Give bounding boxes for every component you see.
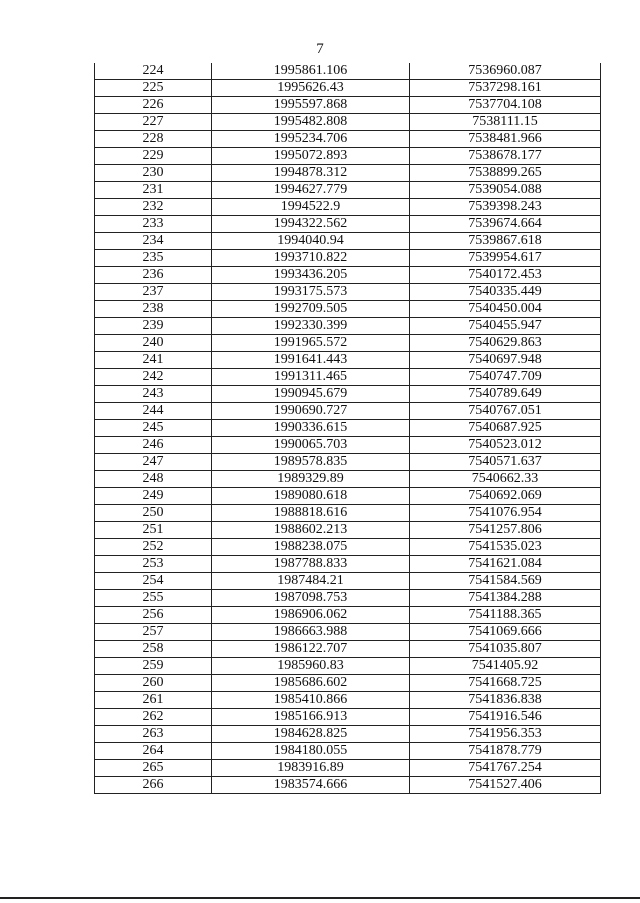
y-coordinate-cell: 7539398.243 xyxy=(410,199,601,216)
y-coordinate-cell: 7539054.088 xyxy=(410,182,601,199)
y-coordinate-cell: 7540687.925 xyxy=(410,420,601,437)
point-number-cell: 248 xyxy=(95,471,212,488)
table-row xyxy=(95,624,601,641)
y-coordinate-cell: 7540172.453 xyxy=(410,267,601,284)
table-row xyxy=(95,743,601,760)
y-coordinate-cell: 7541956.353 xyxy=(410,726,601,743)
x-coordinate-cell: 1989329.89 xyxy=(212,471,410,488)
y-coordinate-cell: 7540629.863 xyxy=(410,335,601,352)
x-coordinate-cell: 1987484.21 xyxy=(212,573,410,590)
table-row xyxy=(95,675,601,692)
point-number-cell: 237 xyxy=(95,284,212,301)
y-coordinate-cell: 7541621.084 xyxy=(410,556,601,573)
y-coordinate-cell: 7538899.265 xyxy=(410,165,601,182)
table-row xyxy=(95,199,601,216)
y-coordinate-cell: 7540662.33 xyxy=(410,471,601,488)
table-row xyxy=(95,777,601,794)
point-number-cell: 250 xyxy=(95,505,212,522)
x-coordinate-cell: 1990690.727 xyxy=(212,403,410,420)
x-coordinate-cell: 1987098.753 xyxy=(212,590,410,607)
x-coordinate-cell: 1991311.465 xyxy=(212,369,410,386)
x-coordinate-cell: 1988818.616 xyxy=(212,505,410,522)
point-number-cell: 243 xyxy=(95,386,212,403)
point-number-cell: 246 xyxy=(95,437,212,454)
y-coordinate-cell: 7540767.051 xyxy=(410,403,601,420)
point-number-cell: 256 xyxy=(95,607,212,624)
x-coordinate-cell: 1985410.866 xyxy=(212,692,410,709)
table-row xyxy=(95,539,601,556)
x-coordinate-cell: 1986906.062 xyxy=(212,607,410,624)
point-number-cell: 242 xyxy=(95,369,212,386)
x-coordinate-cell: 1984628.825 xyxy=(212,726,410,743)
point-number-cell: 264 xyxy=(95,743,212,760)
point-number-cell: 234 xyxy=(95,233,212,250)
table-row xyxy=(95,318,601,335)
point-number-cell: 224 xyxy=(95,63,212,80)
x-coordinate-cell: 1995234.706 xyxy=(212,131,410,148)
point-number-cell: 238 xyxy=(95,301,212,318)
x-coordinate-cell: 1989578.835 xyxy=(212,454,410,471)
y-coordinate-cell: 7538111.15 xyxy=(410,114,601,131)
point-number-cell: 266 xyxy=(95,777,212,794)
point-number-cell: 258 xyxy=(95,641,212,658)
coordinate-table-body xyxy=(95,63,601,794)
y-coordinate-cell: 7541405.92 xyxy=(410,658,601,675)
point-number-cell: 254 xyxy=(95,573,212,590)
point-number-cell: 228 xyxy=(95,131,212,148)
y-coordinate-cell: 7541535.023 xyxy=(410,539,601,556)
y-coordinate-cell: 7541878.779 xyxy=(410,743,601,760)
y-coordinate-cell: 7540747.709 xyxy=(410,369,601,386)
x-coordinate-cell: 1995072.893 xyxy=(212,148,410,165)
y-coordinate-cell: 7538678.177 xyxy=(410,148,601,165)
table-row xyxy=(95,148,601,165)
point-number-cell: 233 xyxy=(95,216,212,233)
x-coordinate-cell: 1990336.615 xyxy=(212,420,410,437)
y-coordinate-cell: 7541069.666 xyxy=(410,624,601,641)
y-coordinate-cell: 7541527.406 xyxy=(410,777,601,794)
x-coordinate-cell: 1994522.9 xyxy=(212,199,410,216)
table-row xyxy=(95,505,601,522)
y-coordinate-cell: 7541668.725 xyxy=(410,675,601,692)
x-coordinate-cell: 1994322.562 xyxy=(212,216,410,233)
y-coordinate-cell: 7540571.637 xyxy=(410,454,601,471)
x-coordinate-cell: 1990945.679 xyxy=(212,386,410,403)
x-coordinate-cell: 1983916.89 xyxy=(212,760,410,777)
point-number-cell: 225 xyxy=(95,80,212,97)
table-row xyxy=(95,556,601,573)
point-number-cell: 227 xyxy=(95,114,212,131)
y-coordinate-cell: 7541384.288 xyxy=(410,590,601,607)
x-coordinate-cell: 1994040.94 xyxy=(212,233,410,250)
point-number-cell: 239 xyxy=(95,318,212,335)
x-coordinate-cell: 1993175.573 xyxy=(212,284,410,301)
x-coordinate-cell: 1993436.205 xyxy=(212,267,410,284)
x-coordinate-cell: 1987788.833 xyxy=(212,556,410,573)
bottom-edge-line xyxy=(0,897,640,899)
x-coordinate-cell: 1985686.602 xyxy=(212,675,410,692)
y-coordinate-cell: 7539674.664 xyxy=(410,216,601,233)
point-number-cell: 236 xyxy=(95,267,212,284)
x-coordinate-cell: 1984180.055 xyxy=(212,743,410,760)
point-number-cell: 245 xyxy=(95,420,212,437)
x-coordinate-cell: 1988602.213 xyxy=(212,522,410,539)
y-coordinate-cell: 7540450.004 xyxy=(410,301,601,318)
point-number-cell: 265 xyxy=(95,760,212,777)
point-number-cell: 247 xyxy=(95,454,212,471)
point-number-cell: 257 xyxy=(95,624,212,641)
x-coordinate-cell: 1995482.808 xyxy=(212,114,410,131)
table-row xyxy=(95,437,601,454)
y-coordinate-cell: 7537298.161 xyxy=(410,80,601,97)
table-row xyxy=(95,182,601,199)
point-number-cell: 241 xyxy=(95,352,212,369)
table-row xyxy=(95,692,601,709)
y-coordinate-cell: 7541836.838 xyxy=(410,692,601,709)
y-coordinate-cell: 7540455.947 xyxy=(410,318,601,335)
table-row xyxy=(95,114,601,131)
table-row xyxy=(95,590,601,607)
point-number-cell: 262 xyxy=(95,709,212,726)
x-coordinate-cell: 1983574.666 xyxy=(212,777,410,794)
x-coordinate-cell: 1993710.822 xyxy=(212,250,410,267)
table-row xyxy=(95,267,601,284)
table-row xyxy=(95,301,601,318)
point-number-cell: 229 xyxy=(95,148,212,165)
x-coordinate-cell: 1991965.572 xyxy=(212,335,410,352)
point-number-cell: 240 xyxy=(95,335,212,352)
table-row xyxy=(95,80,601,97)
table-row xyxy=(95,284,601,301)
point-number-cell: 255 xyxy=(95,590,212,607)
point-number-cell: 226 xyxy=(95,97,212,114)
table-row xyxy=(95,760,601,777)
table-row xyxy=(95,352,601,369)
table-row xyxy=(95,726,601,743)
table-row xyxy=(95,522,601,539)
table-row xyxy=(95,233,601,250)
point-number-cell: 253 xyxy=(95,556,212,573)
y-coordinate-cell: 7537704.108 xyxy=(410,97,601,114)
point-number-cell: 251 xyxy=(95,522,212,539)
y-coordinate-cell: 7539867.618 xyxy=(410,233,601,250)
point-number-cell: 244 xyxy=(95,403,212,420)
y-coordinate-cell: 7539954.617 xyxy=(410,250,601,267)
table-row xyxy=(95,573,601,590)
x-coordinate-cell: 1988238.075 xyxy=(212,539,410,556)
x-coordinate-cell: 1986663.988 xyxy=(212,624,410,641)
table-row xyxy=(95,403,601,420)
y-coordinate-cell: 7540523.012 xyxy=(410,437,601,454)
x-coordinate-cell: 1992709.505 xyxy=(212,301,410,318)
table-row xyxy=(95,386,601,403)
table-row xyxy=(95,420,601,437)
y-coordinate-cell: 7541916.546 xyxy=(410,709,601,726)
table-row xyxy=(95,607,601,624)
y-coordinate-cell: 7541188.365 xyxy=(410,607,601,624)
table-row xyxy=(95,131,601,148)
point-number-cell: 263 xyxy=(95,726,212,743)
x-coordinate-cell: 1986122.707 xyxy=(212,641,410,658)
table-row xyxy=(95,165,601,182)
y-coordinate-cell: 7540335.449 xyxy=(410,284,601,301)
point-number-cell: 235 xyxy=(95,250,212,267)
y-coordinate-cell: 7541076.954 xyxy=(410,505,601,522)
point-number-cell: 259 xyxy=(95,658,212,675)
table-row xyxy=(95,709,601,726)
point-number-cell: 261 xyxy=(95,692,212,709)
y-coordinate-cell: 7540789.649 xyxy=(410,386,601,403)
table-row xyxy=(95,488,601,505)
table-row xyxy=(95,63,601,80)
y-coordinate-cell: 7541584.569 xyxy=(410,573,601,590)
x-coordinate-cell: 1989080.618 xyxy=(212,488,410,505)
table-row xyxy=(95,97,601,114)
y-coordinate-cell: 7541035.807 xyxy=(410,641,601,658)
x-coordinate-cell: 1995626.43 xyxy=(212,80,410,97)
y-coordinate-cell: 7536960.087 xyxy=(410,63,601,80)
x-coordinate-cell: 1992330.399 xyxy=(212,318,410,335)
point-number-cell: 232 xyxy=(95,199,212,216)
table-row xyxy=(95,454,601,471)
table-row xyxy=(95,369,601,386)
point-number-cell: 231 xyxy=(95,182,212,199)
x-coordinate-cell: 1990065.703 xyxy=(212,437,410,454)
y-coordinate-cell: 7540697.948 xyxy=(410,352,601,369)
y-coordinate-cell: 7540692.069 xyxy=(410,488,601,505)
table-row xyxy=(95,250,601,267)
point-number-cell: 249 xyxy=(95,488,212,505)
x-coordinate-cell: 1995861.106 xyxy=(212,63,410,80)
table-row xyxy=(95,471,601,488)
x-coordinate-cell: 1994627.779 xyxy=(212,182,410,199)
x-coordinate-cell: 1994878.312 xyxy=(212,165,410,182)
point-number-cell: 260 xyxy=(95,675,212,692)
table-row xyxy=(95,658,601,675)
x-coordinate-cell: 1991641.443 xyxy=(212,352,410,369)
table-row xyxy=(95,641,601,658)
table-row xyxy=(95,216,601,233)
coordinate-table xyxy=(94,63,601,794)
x-coordinate-cell: 1985166.913 xyxy=(212,709,410,726)
point-number-cell: 252 xyxy=(95,539,212,556)
point-number-cell: 230 xyxy=(95,165,212,182)
page-number: 7 xyxy=(316,41,324,57)
y-coordinate-cell: 7538481.966 xyxy=(410,131,601,148)
y-coordinate-cell: 7541767.254 xyxy=(410,760,601,777)
x-coordinate-cell: 1995597.868 xyxy=(212,97,410,114)
x-coordinate-cell: 1985960.83 xyxy=(212,658,410,675)
table-row xyxy=(95,335,601,352)
y-coordinate-cell: 7541257.806 xyxy=(410,522,601,539)
